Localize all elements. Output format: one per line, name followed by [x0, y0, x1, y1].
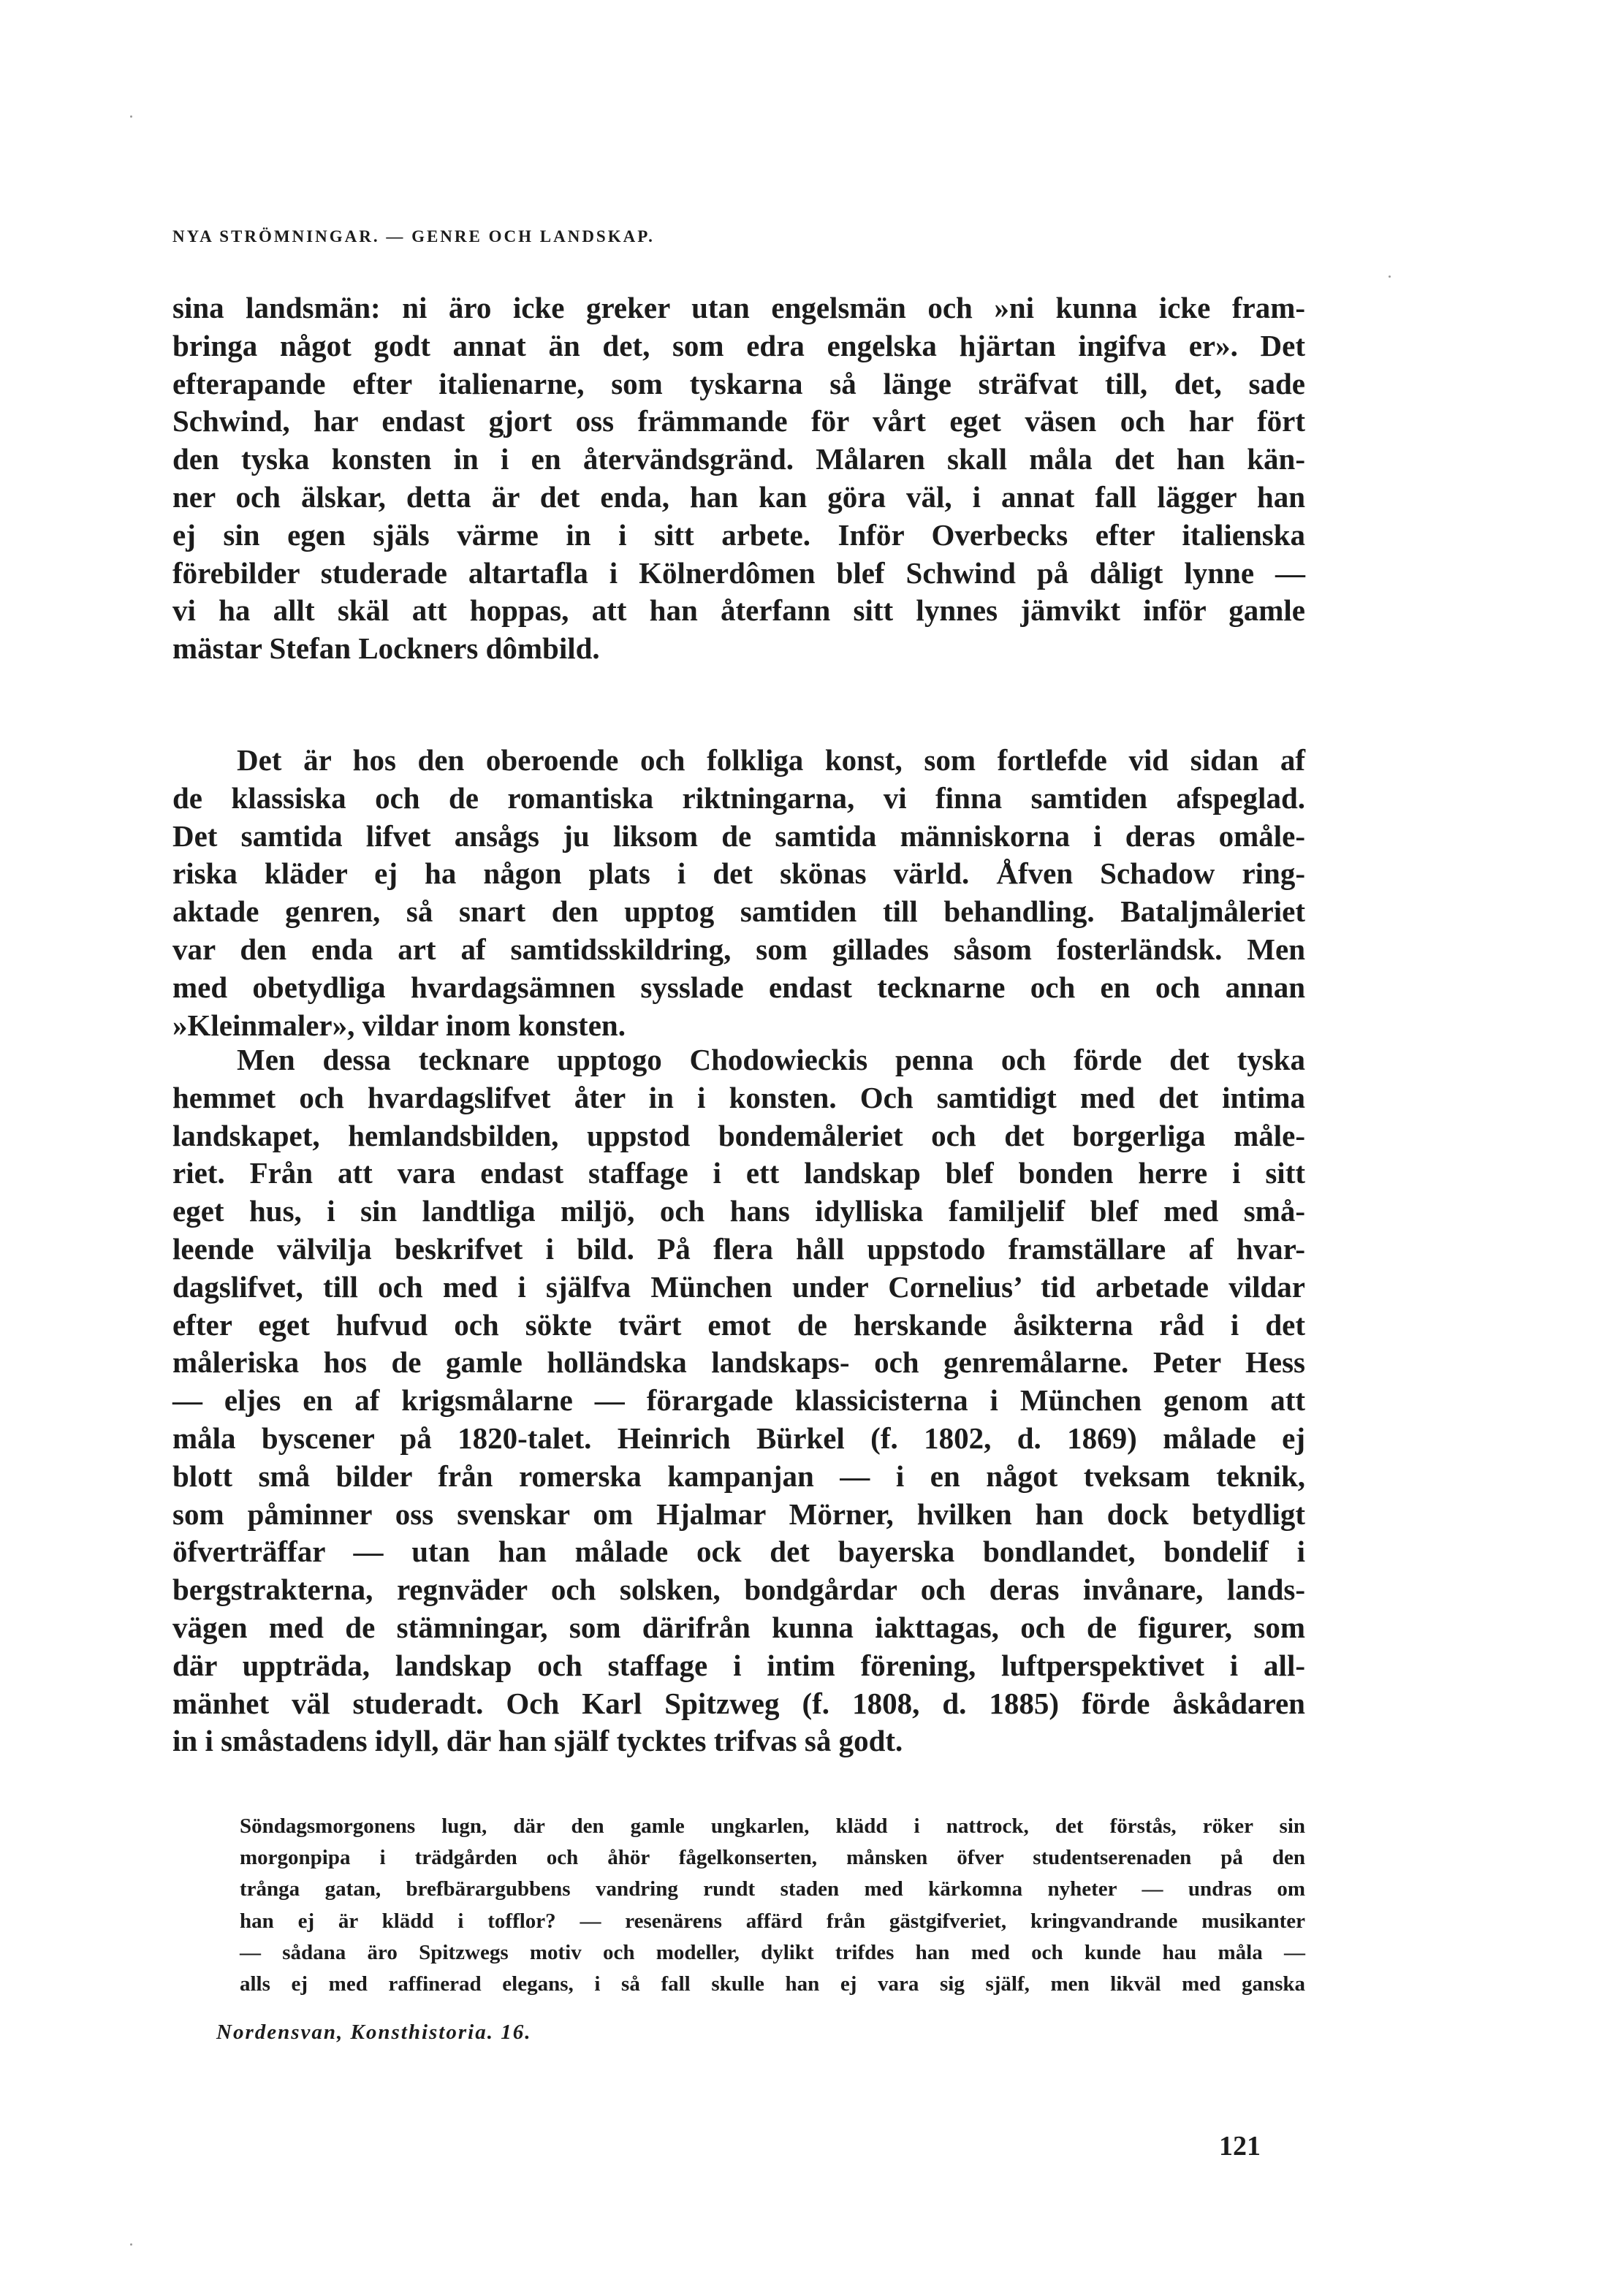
- printer-signature: Nordensvan, Konsthistoria. 16.: [216, 2021, 532, 2044]
- text-line: blott små bilder från romerska kampanjan — i en något tveksam teknik,: [172, 1459, 1305, 1493]
- text-line: ner och älskar, detta är det enda, han kan göra väl, i annat fall lägger han: [172, 479, 1305, 514]
- text-line: där uppträda, landskap och staffage i intim förening, luftperspektivet i all-: [172, 1648, 1305, 1682]
- text-line: — eljes en af krigsmålarne — förargade klassicisterna i München genom att: [172, 1383, 1305, 1418]
- text-line: bringa något godt annat än det, som edra engelska hjärtan ingifva er». Det: [172, 328, 1305, 362]
- text-line: måla byscener på 1820-talet. Heinrich Bürkel (f. 1802, d. 1869) målade ej: [172, 1421, 1305, 1455]
- text-line: med obetydliga hvardagsämnen sysslade endast tecknarne och en och annan: [172, 970, 1305, 1004]
- text-line: alls ej med raffinerad elegans, i så fall skulle han ej vara sig själf, men likväl med ganska: [240, 1972, 1305, 1996]
- text-line: Det samtida lifvet ansågs ju liksom de samtida människorna i deras omåle-: [172, 818, 1305, 853]
- text-line: sina landsmän: ni äro icke greker utan engelsmän och »ni kunna icke fram-: [172, 291, 1305, 324]
- running-header: NYA STRÖMNINGAR. — GENRE OCH LANDSKAP.: [172, 227, 655, 246]
- text-line: ej sin egen själs värme in i sitt arbete. Inför Overbecks efter italienska: [172, 517, 1305, 552]
- text-line: hemmet och hvardagslifvet åter in i konsten. Och samtidigt med det intima: [172, 1080, 1305, 1114]
- text-line: in i småstadens idyll, där han själf tycktes trifvas så godt.: [172, 1724, 903, 1758]
- text-line: vi ha allt skäl att hoppas, att han återfann sitt lynnes jämvikt inför gamle: [172, 593, 1305, 628]
- text-line: Det är hos den oberoende och folkliga konst, som fortlefde vid sidan af: [237, 743, 1305, 777]
- text-line: dagslifvet, till och med i själfva München under Cornelius’ tid arbetade vildar: [172, 1269, 1305, 1304]
- paragraph-1: [172, 289, 1305, 668]
- text-line: han ej är klädd i tofflor? — resenärens affärd från gästgifveriet, kringvandrande musikanter: [240, 1909, 1305, 1933]
- text-line: morgonpipa i trädgården och åhör fågelkonserten, månsken öfver studentserenaden på den: [240, 1846, 1305, 1870]
- text-line: eget hus, i sin landtliga miljö, och hans idylliska familjelif blef med små-: [172, 1194, 1305, 1228]
- text-line: den tyska konsten in i en återvändsgränd. Målaren skall måla det han kän-: [172, 442, 1305, 476]
- paper-speck: [130, 2243, 132, 2246]
- text-line: som påminner oss svenskar om Hjalmar Mörner, hvilken han dock betydligt: [172, 1497, 1305, 1531]
- text-line: förebilder studerade altartafla i Kölnerdômen blef Schwind på dåligt lynne —: [172, 555, 1305, 590]
- text-line: riska kläder ej ha någon plats i det skönas värld. Åfven Schadow ring-: [172, 856, 1305, 891]
- text-line: Men dessa tecknare upptogo Chodowieckis penna och förde det tyska: [237, 1043, 1305, 1076]
- paper-speck: [1389, 275, 1391, 278]
- page-number: 121: [1219, 2131, 1261, 2162]
- text-line: mänhet väl studeradt. Och Karl Spitzweg (f. 1808, d. 1885) förde åskådaren: [172, 1686, 1305, 1720]
- text-line: landskapet, hemlandsbilden, uppstod bondemåleriet och det borgerliga måle-: [172, 1118, 1305, 1152]
- text-line: mästar Stefan Lockners dômbild.: [172, 631, 600, 666]
- text-line: »Kleinmaler», vildar inom konsten.: [172, 1008, 626, 1042]
- paragraph-2: [172, 742, 1305, 1044]
- text-line: efter eget hufvud och sökte tvärt emot de herskande åsikterna råd i det: [172, 1307, 1305, 1342]
- text-line: trånga gatan, brefbärargubbens vandring rundt staden med kärkomna nyheter — undras om: [240, 1877, 1305, 1901]
- text-line: — sådana äro Spitzwegs motiv och modeller, dylikt trifdes han med och kunde hau måla —: [240, 1940, 1305, 1964]
- text-line: leende välvilja beskrifvet i bild. På flera håll uppstodo framställare af hvar-: [172, 1231, 1305, 1266]
- text-line: de klassiska och de romantiska riktningarna, vi finna samtiden afspeglad.: [172, 780, 1305, 815]
- text-line: efterapande efter italienarne, som tyskarna så länge sträfvat till, det, sade: [172, 366, 1305, 400]
- text-line: aktade genren, så snart den upptog samtiden till behandling. Bataljmåleriet: [172, 894, 1305, 929]
- text-line: var den enda art af samtidsskildring, som gillades såsom fosterländsk. Men: [172, 932, 1305, 966]
- paragraph-3: [172, 1041, 1305, 1760]
- text-line: Söndagsmorgonens lugn, där den gamle ungkarlen, klädd i nattrock, det förstås, röker sin: [240, 1814, 1305, 1838]
- text-line: bergstrakterna, regnväder och solsken, bondgårdar och deras invånare, lands-: [172, 1573, 1305, 1607]
- text-line: Schwind, har endast gjort oss främmande för vårt eget väsen och har fört: [172, 404, 1305, 438]
- text-line: öfverträffar — utan han målade ock det bayerska bondlandet, bondelif i: [172, 1535, 1305, 1569]
- paper-speck: [130, 115, 132, 118]
- small-print-passage: [240, 1811, 1305, 2000]
- text-line: vägen med de stämningar, som därifrån kunna iakttagas, och de figurer, som: [172, 1610, 1305, 1644]
- text-line: riet. Från att vara endast staffage i ett landskap blef bonden herre i sitt: [172, 1156, 1305, 1190]
- text-line: måleriska hos de gamle holländska landskaps- och genremålarne. Peter Hess: [172, 1345, 1305, 1380]
